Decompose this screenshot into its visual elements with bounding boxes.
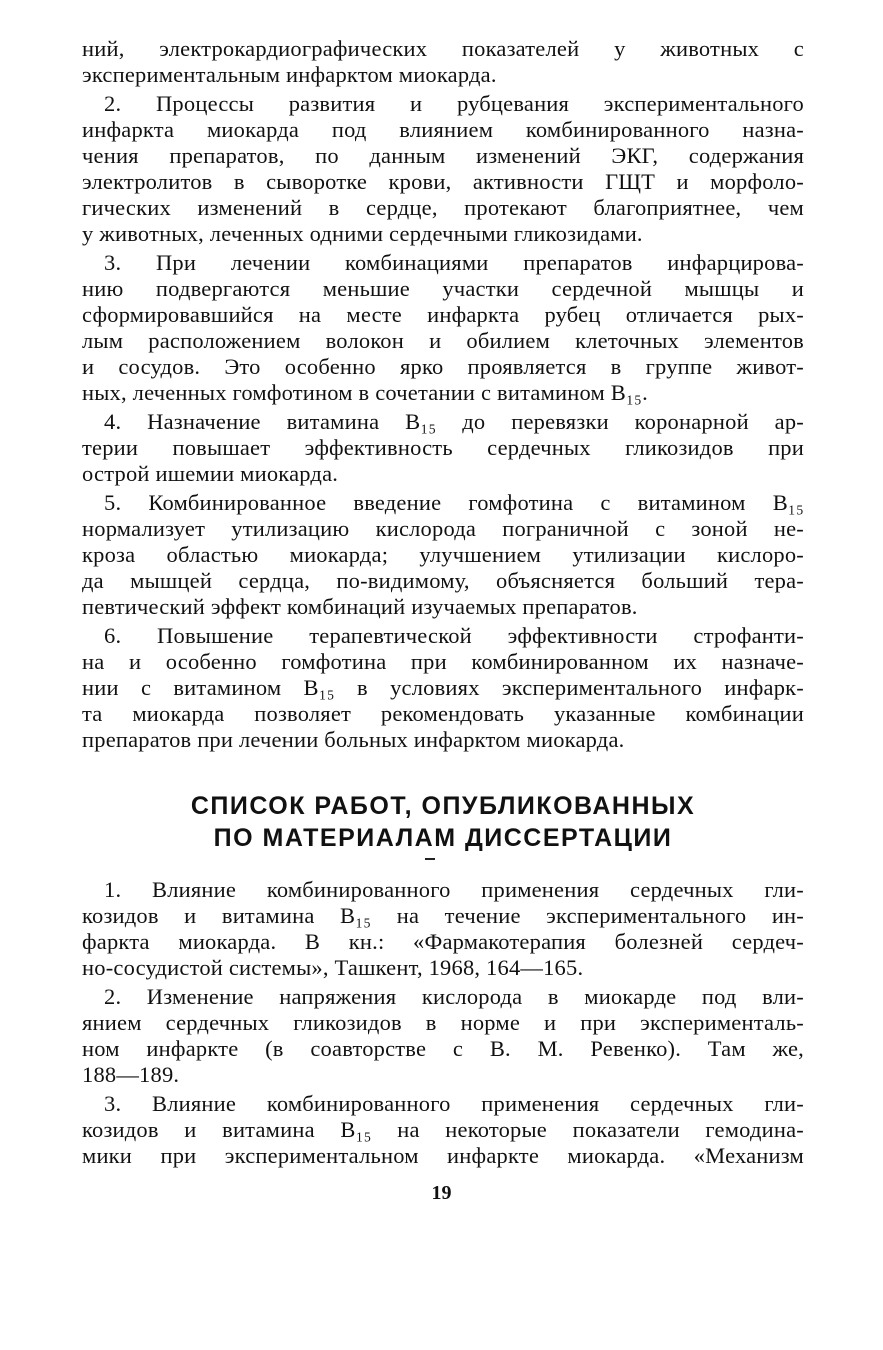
references-list (82, 877, 804, 1172)
conclusion-item-5 (82, 490, 804, 620)
text-line: острой ишемии миокарда. (82, 461, 339, 486)
text-line: ний, электрокардиографических показателей у животных с (82, 36, 804, 61)
reference-item-2 (82, 984, 804, 1088)
text-line: гических изменений в сердце, протекают благоприятнее, чем (82, 195, 804, 220)
text-line: певтический эффект комбинаций изучаемых препаратов. (82, 594, 638, 619)
text-line: 2. Процессы развития и рубцевания экспериментального (104, 91, 804, 116)
text-line: сформировавшийся на месте инфаркта рубец отличается рых- (82, 302, 804, 327)
text-line: ных, леченных гомфотином в сочетании с витамином В₁₅. (82, 380, 648, 405)
conclusion-item-2 (82, 91, 804, 247)
text-line: 4. Назначение витамина В₁₅ до перевязки коронарной ар- (104, 409, 804, 434)
text-line: 6. Повышение терапевтической эффективности строфанти- (104, 623, 804, 648)
section-heading (82, 790, 804, 854)
text-line: 2. Изменение напряжения кислорода в миокарде под вли- (104, 984, 804, 1009)
text-line: чения препаратов, по данным изменений ЭКГ, содержания (82, 143, 804, 168)
text-line: на и особенно гомфотина при комбинированном их назначе- (82, 649, 804, 674)
heading-divider (425, 858, 435, 860)
text-line: инфаркта миокарда под влиянием комбинированного назна- (82, 117, 804, 142)
text-line: да мышцей сердца, по-видимому, объясняется больший тера- (82, 568, 804, 593)
text-line: 188—189. (82, 1062, 180, 1087)
heading-line-2: ПО МАТЕРИАЛАМ ДИССЕРТАЦИИ (213, 824, 673, 852)
text-line: 1. Влияние комбинированного применения сердечных гли- (104, 877, 804, 902)
text-line: лым расположением волокон и обилием клеточных элементов (82, 328, 804, 353)
text-line: янием сердечных гликозидов в норме и при эксперименталь- (82, 1010, 804, 1035)
text-line: у животных, леченных одними сердечными гликозидами. (82, 221, 643, 246)
conclusion-item-3 (82, 250, 804, 406)
text-line: та миокарда позволяет рекомендовать указанные комбинации (82, 701, 804, 726)
conclusion-item-1-tail (82, 36, 804, 88)
text-line: 3. Влияние комбинированного применения сердечных гли- (104, 1091, 804, 1116)
reference-item-3 (82, 1091, 804, 1169)
heading-line-1: СПИСОК РАБОТ, ОПУБЛИКОВАННЫХ (190, 792, 696, 820)
text-line: и сосудов. Это особенно ярко проявляется в группе живот- (82, 354, 804, 379)
text-line: препаратов при лечении больных инфарктом миокарда. (82, 727, 625, 752)
text-line: козидов и витамина В₁₅ на течение экспериментального ин- (82, 903, 804, 928)
conclusions-section (82, 36, 804, 756)
text-line: фаркта миокарда. В кн.: «Фармакотерапия болезней сердеч- (82, 929, 804, 954)
text-line: терии повышает эффективность сердечных гликозидов при (82, 435, 804, 460)
reference-item-1 (82, 877, 804, 981)
conclusion-item-4 (82, 409, 804, 487)
text-line: но-сосудистой системы», Ташкент, 1968, 164—165. (82, 955, 584, 980)
conclusion-item-6 (82, 623, 804, 753)
text-line: козидов и витамина В₁₅ на некоторые показатели гемодина- (82, 1117, 804, 1142)
text-line: нормализует утилизацию кислорода пограничной с зоной не- (82, 516, 804, 541)
text-line: ном инфаркте (в соавторстве с В. М. Ревенко). Там же, (82, 1036, 804, 1061)
text-line: нии с витамином В₁₅ в условиях экспериментального инфарк- (82, 675, 804, 700)
text-line: электролитов в сыворотке крови, активности ГЩТ и морфоло- (82, 169, 804, 194)
page-number: 19 (431, 1182, 452, 1204)
text-line: 3. При лечении комбинациями препаратов инфарцирова- (104, 250, 804, 275)
text-line: мики при экспериментальном инфаркте миокарда. «Механизм (82, 1143, 804, 1168)
text-line: кроза областью миокарда; улучшением утилизации кислоро- (82, 542, 804, 567)
text-line: нию подвергаются меньшие участки сердечной мышцы и (82, 276, 804, 301)
text-line: экспериментальным инфарктом миокарда. (82, 62, 497, 87)
text-line: 5. Комбинированное введение гомфотина с витамином В₁₅ (104, 490, 804, 515)
